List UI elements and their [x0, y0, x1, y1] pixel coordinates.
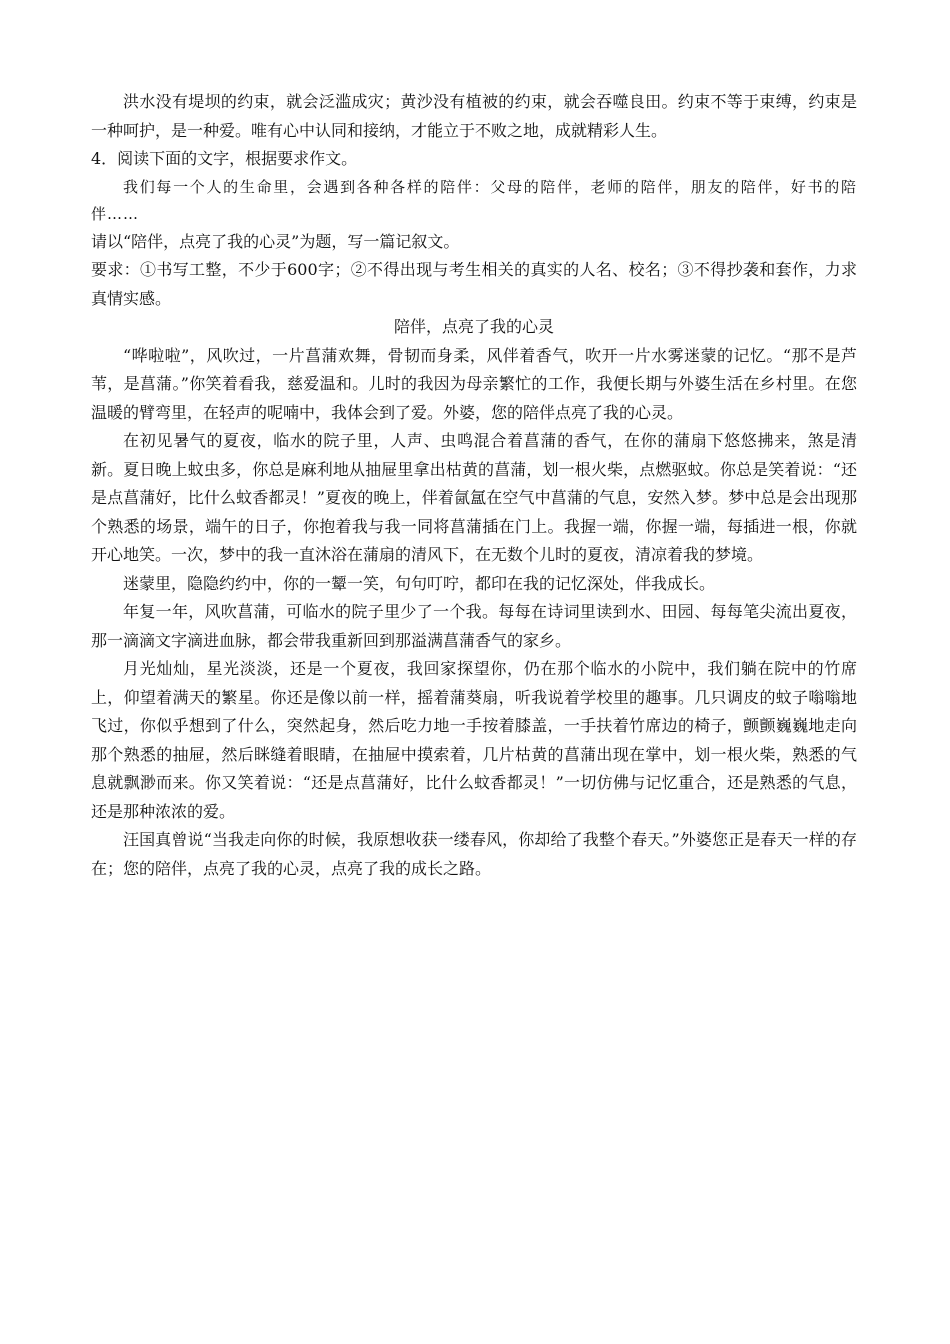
essay-title: 陪伴，点亮了我的心灵	[393, 317, 554, 336]
document-page	[91, 88, 857, 883]
intro-paragraph: 洪水没有堤坝的约束，就会泛滥成灾；黄沙没有植被的约束，就会吞噬良田。约束不等于束缚，约束是一种呵护，是一种爱。唯有心中认同和接纳，才能立于不败之地，成就精彩人生。	[91, 92, 857, 140]
essay-instruction: 请以“陪伴，点亮了我的心灵”为题，写一篇记叙文。	[91, 231, 460, 251]
essay-requirements: 要求：①书写工整，不少于600字；②不得出现与考生相关的真实的人名、校名；③不得抄袭和套作，力求真情实感。	[91, 260, 857, 308]
essay-paragraph-3: 迷蒙里，隐隐约约中，你的一颦一笑，句句叮咛，都印在我的记忆深处，伴我成长。	[123, 573, 716, 593]
prompt-quote: 我们每一个人的生命里，会遇到各种各样的陪伴：父母的陪伴，老师的陪伴，朋友的陪伴，好书的陪伴……	[91, 177, 857, 223]
essay-paragraph-5: 月光灿灿，星光淡淡，还是一个夏夜，我回家探望你，仍在那个临水的小院中，我们躺在院中的竹席上，仰望着满天的繁星。你还是像以前一样，摇着蒲葵扇，听我说着学校里的趣事。几只调皮的蚊子嗡嗡地飞过，你似乎想到了什么，突然起身，然后吃力地一手按着膝盖，一手扶着竹席边的椅子，颤颤巍巍地走向那个熟悉的抽屉，然后眯缝着眼睛，在抽屉中摸索着，几片枯黄的菖蒲出现在掌中，划一根火柴，熟悉的气息就飘渺而来。你又笑着说：“还是点菖蒲好，比什么蚊香都灵！”一切仿佛与记忆重合，还是熟悉的气息，还是那种浓浓的爱。	[91, 659, 857, 821]
essay-paragraph-6: 汪国真曾说“当我走向你的时候，我原想收获一缕春风，你却给了我整个春天。”外婆您正是春天一样的存在；您的陪伴，点亮了我的心灵，点亮了我的成长之路。	[91, 830, 857, 878]
question-heading: 4．阅读下面的文字，根据要求作文。	[91, 149, 358, 168]
essay-paragraph-1: “哗啦啦”，风吹过，一片菖蒲欢舞，骨韧而身柔，风伴着香气，吹开一片水雾迷蒙的记忆。“那不是芦苇，是菖蒲。”你笑着看我，慈爱温和。儿时的我因为母亲繁忙的工作，我便长期与外婆生活在乡村里。在您温暖的臂弯里，在轻声的呢喃中，我体会到了爱。外婆，您的陪伴点亮了我的心灵。	[91, 345, 857, 422]
essay-paragraph-4: 年复一年，风吹菖蒲，可临水的院子里少了一个我。每每在诗词里读到水、田园、每每笔尖流出夏夜，那一滴滴文字滴进血脉，都会带我重新回到那溢满菖蒲香气的家乡。	[91, 602, 857, 650]
essay-paragraph-2: 在初见暑气的夏夜，临水的院子里，人声、虫鸣混合着菖蒲的香气，在你的蒲扇下悠悠拂来，煞是清新。夏日晚上蚊虫多，你总是麻利地从抽屉里拿出枯黄的菖蒲，划一根火柴，点燃驱蚊。你总是笑着说：“还是点菖蒲好，比什么蚊香都灵！”夏夜的晚上，伴着氤氲在空气中菖蒲的气息，安然入梦。梦中总是会出现那个熟悉的场景，端午的日子，你抱着我与我一同将菖蒲插在门上。我握一端，你握一端，每插进一根，你就开心地笑。一次，梦中的我一直沐浴在蒲扇的清风下，在无数个儿时的夏夜，清凉着我的梦境。	[91, 431, 857, 564]
